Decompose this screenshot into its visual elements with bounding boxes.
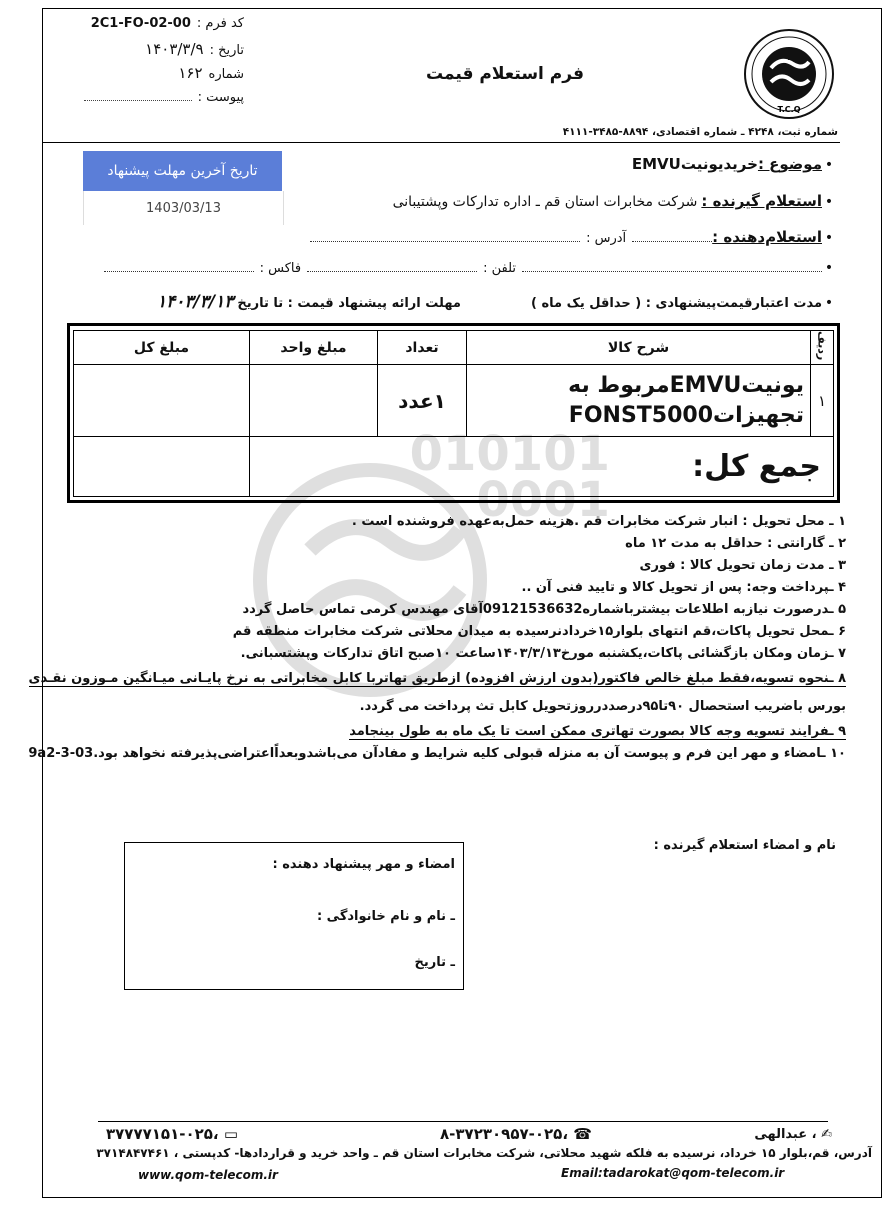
total-row <box>74 437 834 497</box>
pen-icon: ✍ <box>821 1127 832 1142</box>
term-item: ۸ ـنحوه تسویه،فقط مبلغ خالص فاکتور(بدون ارزش افزوده) ازطریق تهاتربا کابل مخابراتی به نرخ پایـانی میـانگین مـوزون نقـدی <box>28 671 846 686</box>
subject-label: موضوع : <box>757 155 822 173</box>
terms-list <box>28 511 846 765</box>
address-label: آدرس : <box>586 231 627 246</box>
header-divider <box>42 142 840 143</box>
date-value: ۱۴۰۳/۳/۹ <box>145 40 204 58</box>
footer-phone-number: ۸-۳۷۲۳۰۹۵۷-۰۲۵، <box>440 1125 569 1143</box>
col-header-quantity: تعداد <box>378 331 467 365</box>
term-item: بورس باضریب استحصال ۹۰تا۹۵درصددرروزتحویل کابل تث پرداخت می گردد. <box>359 699 846 714</box>
row-total-price[interactable] <box>74 365 250 437</box>
form-meta <box>84 16 244 112</box>
contact-row: • تلفن : فاکس : <box>104 260 836 276</box>
validity-row: • مدت اعتبارقیمت‌پیشنهادی : ( حداقل یک ماه ) مهلت ارائه پیشنهاد قیمت : تا تاریخ ۱۴۰۳/۳/۱۳ <box>157 292 834 312</box>
provider-date-label: ـ تاریخ <box>414 955 455 970</box>
registration-info: شماره ثبت، ۴۲۴۸ ـ شماره اقتصادی، ۸۸۹۴-۳۴۸۵-۴۱۱۱ <box>562 126 838 138</box>
inquirer-row: • استعلام گیرنده : شرکت مخابرات استان قم ـ اداره تدارکات وپشتیبانی <box>392 192 834 210</box>
term-item: ۷ ـزمان ومکان بازگشائی پاکات،یکشنبه مورخ۱۴۰۳/۳/۱۳ساعت ۱۰صبح اتاق تدارکات وپشتسبانی. <box>240 646 846 661</box>
row-unit-price[interactable] <box>250 365 378 437</box>
inquirer-value: شرکت مخابرات استان قم ـ اداره تدارکات وپشتیبانی <box>392 194 698 210</box>
footer-fax-number: ۳۷۷۷۷۱۵۱-۰۲۵، <box>106 1125 219 1143</box>
watermark-digits: 010101 <box>409 430 610 482</box>
term-item: ۴ ـپرداخت وجه: پس از تحویل کالا و تایید فنی آن .. <box>521 580 846 595</box>
subject-value: خریدیونیتEMVU <box>631 155 758 173</box>
items-table <box>73 330 834 497</box>
deadline-value: ۱۴۰۳/۳/۱۳ <box>157 292 234 312</box>
watermark-digits-2: 0001 <box>476 472 610 528</box>
term-item: ۱۰ ـامضاء و مهر این فرم و پیوست آن به منزله قبولی کلیه شرایط و مفادآن می‌باشدوبعداًاعتراضی‌پذیرفته نخواهد بود.03-3-9a2 <box>28 746 846 761</box>
footer-contact-name: ، عبدالهی <box>754 1127 817 1142</box>
footer-email[interactable]: Email:tadarokat@qom-telecom.ir <box>561 1166 785 1180</box>
provider-row: • استعلام‌دهنده : آدرس : <box>310 228 836 246</box>
deadline-date: 1403/03/13 <box>83 191 284 225</box>
attachment-label: پیوست : <box>197 90 244 105</box>
deadline-button[interactable]: تاریخ آخرین مهلت پیشنهاد <box>83 151 282 191</box>
logo-caption: T.C.Q <box>777 105 801 114</box>
validity-label: مدت اعتبارقیمت‌پیشنهادی : ( حداقل یک ماه ) <box>530 296 822 311</box>
term-item: ۲ ـ گارانتی : حداقل به مدت ۱۲ ماه <box>625 536 846 551</box>
col-header-total-price: مبلغ کل <box>74 331 250 365</box>
phone-icon: ☎ <box>573 1125 592 1143</box>
number-label: شماره <box>208 67 244 82</box>
footer-phone <box>440 1125 592 1143</box>
term-item: ۶ ـمحل تحویل پاکات،قم انتهای بلوار۱۵خردادنرسیده به میدان محلاتی شرکت مخابرات منطقه قم <box>232 624 846 639</box>
deadline-label: مهلت ارائه پیشنهاد قیمت : تا تاریخ <box>237 296 461 311</box>
col-header-index: ردیف <box>811 331 834 365</box>
inquirer-label: استعلام گیرنده : <box>701 192 822 210</box>
term-item: ۹ ـفرایند تسویه وجه کالا بصورت تهاتری ممکن است تا یک ماه به طول بینجامد <box>349 724 846 739</box>
form-code: 2C1-FO-02-00 <box>90 16 191 31</box>
col-header-unit-price: مبلغ واحد <box>250 331 378 365</box>
footer-website[interactable]: www.qom-telecom.ir <box>138 1168 278 1182</box>
term-item: ۱ ـ محل تحویل : انبار شرکت مخابرات قم .هزینه حمل‌به‌عهده فروشنده است . <box>351 514 846 529</box>
col-header-description: شرح کالا <box>467 331 811 365</box>
number-value: ۱۶۲ <box>178 64 203 82</box>
subject-row: • موضوع : خریدیونیتEMVU <box>631 155 834 173</box>
footer-fax <box>106 1125 238 1143</box>
footer-divider <box>98 1121 828 1122</box>
fax-icon: ▭ <box>223 1125 239 1143</box>
date-label: تاریخ : <box>209 43 244 58</box>
row-index: ۱ <box>811 365 834 437</box>
total-value[interactable] <box>74 437 250 497</box>
provider-sign-label: امضاء و مهر پیشنهاد دهنده : <box>272 857 455 872</box>
total-label: جمع کل: <box>250 437 834 497</box>
table-header-row <box>74 331 834 365</box>
phone-label: تلفن : <box>483 261 516 276</box>
footer-address: آدرس، قم،بلوار ۱۵ خرداد، نرسیده به فلکه شهید محلاتی، شرکت مخابرات استان قم ـ واحد خرید و قراردادها- کدپستی ، ۳۷۱۴۸۴۷۴۶۱ <box>96 1146 872 1160</box>
provider-name-label: ـ نام و نام خانوادگی : <box>316 909 455 924</box>
form-code-label: کد فرم : <box>196 16 244 31</box>
table-row <box>74 365 834 437</box>
form-title: فرم استعلام قیمت <box>426 64 584 84</box>
fax-label: فاکس : <box>259 261 302 276</box>
term-item: ۳ ـ مدت زمان تحویل کالا : فوری <box>639 558 846 573</box>
company-logo-icon <box>743 28 835 120</box>
term-item: ۵ ـدرصورت نیازبه اطلاعات بیشترباشماره09121536632آقای مهندس کرمی تماس حاصل گردد <box>242 602 846 617</box>
provider-label: استعلام‌دهنده : <box>712 228 822 246</box>
provider-signature-box[interactable] <box>124 842 464 990</box>
footer-contact <box>754 1127 832 1142</box>
row-quantity: ۱عدد <box>378 365 467 437</box>
row-description: یونیتEMVUمربوط به تجهیزاتFONST5000 <box>467 365 811 437</box>
inquirer-signature-label: نام و امضاء استعلام گیرنده : <box>653 838 836 853</box>
